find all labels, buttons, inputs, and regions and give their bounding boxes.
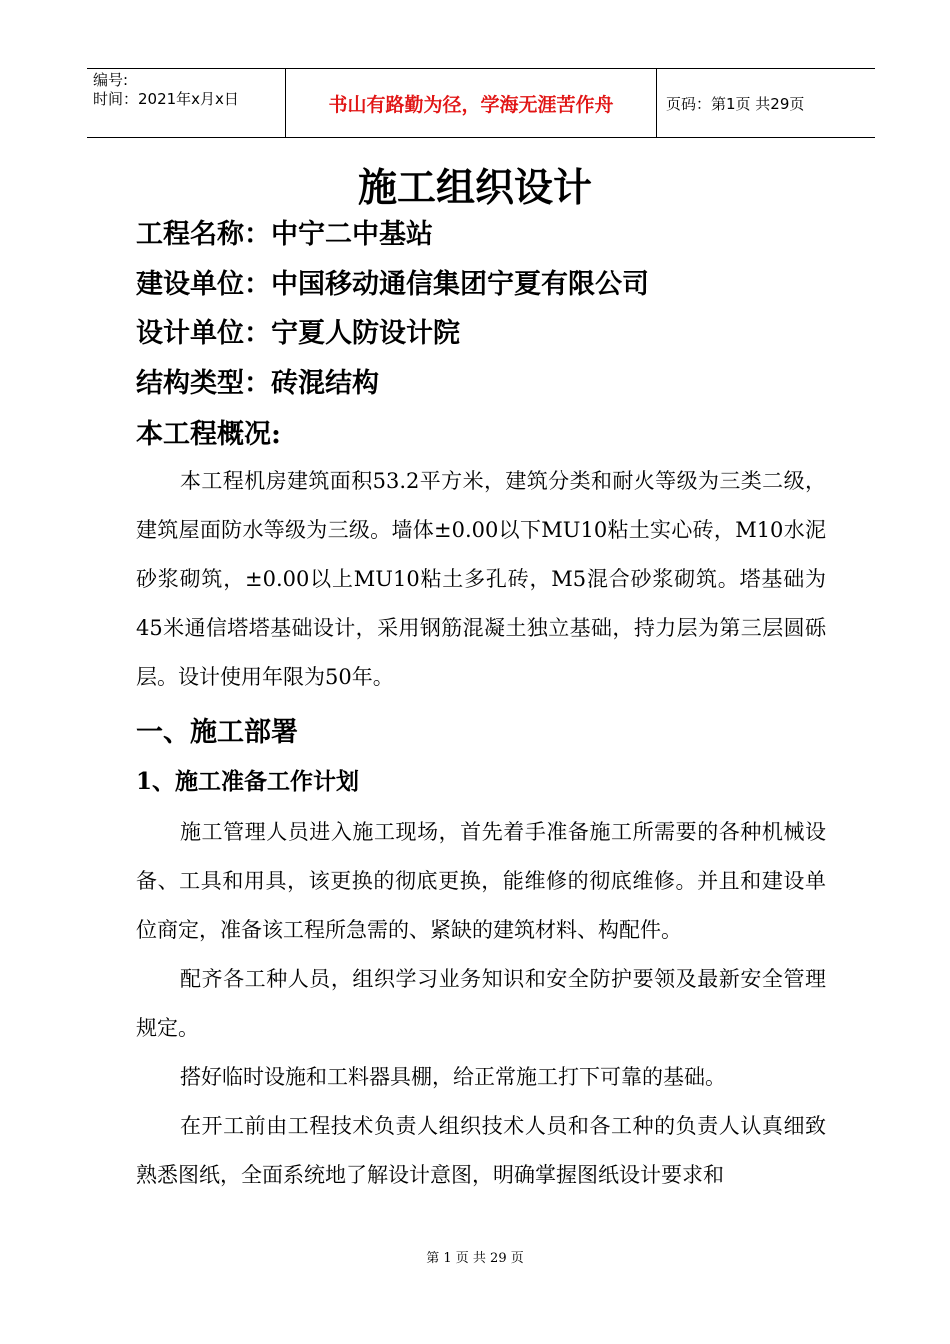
field-project-name: 工程名称：中宁二中基站 xyxy=(136,219,433,250)
time-label: 时间：2021年x月x日 xyxy=(93,90,239,108)
header-page-number: 页码：第1页 共29页 xyxy=(666,94,805,113)
paragraph-3 xyxy=(136,1053,826,1102)
field-construction-unit: 建设单位：中国移动通信集团宁夏有限公司 xyxy=(136,269,649,300)
page-header xyxy=(87,68,875,138)
paragraph-text: 配齐各工种人员，组织学习业务知识和安全防护要领及最新安全管理规定。 xyxy=(136,967,826,1040)
number-label: 编号: xyxy=(93,71,129,89)
overview-paragraph xyxy=(136,457,826,702)
page-footer: 第 1 页 共 29 页 xyxy=(426,1251,524,1266)
header-meta xyxy=(87,69,285,137)
paragraph-1 xyxy=(136,808,826,955)
paragraph-4 xyxy=(136,1102,826,1200)
header-motto: 书山有路勤为径，学海无涯苦作舟 xyxy=(285,69,657,137)
field-structure-type: 结构类型：砖混结构 xyxy=(136,368,379,399)
document-title: 施工组织设计 xyxy=(357,165,592,211)
section-heading-deployment: 一、施工部署 xyxy=(136,717,298,748)
field-design-unit: 设计单位：宁夏人防设计院 xyxy=(136,318,460,349)
subsection-heading-preparation: 1、施工准备工作计划 xyxy=(136,768,360,795)
overview-text: 本工程机房建筑面积53.2平方米，建筑分类和耐火等级为三类二级，建筑屋面防水等级为三级。墙体±0.00以下MU10粘土实心砖，M10水泥砂浆砌筑，±0.00以上MU10粘土多孔砖，M5混合砂浆砌筑。塔基础为45米通信塔塔基础设计，采用钢筋混凝土独立基础，持力层为第三层圆砾层。设计使用年限为50年。 xyxy=(136,469,826,689)
paragraph-text: 施工管理人员进入施工现场，首先着手准备施工所需要的各种机械设备、工具和用具，该更换的彻底更换，能维修的彻底维修。并且和建设单位商定，准备该工程所急需的、紧缺的建筑材料、构配件。 xyxy=(136,820,826,942)
overview-heading: 本工程概况: xyxy=(136,419,281,450)
paragraph-2 xyxy=(136,955,826,1053)
paragraph-text: 搭好临时设施和工料器具棚，给正常施工打下可靠的基础。 xyxy=(180,1065,726,1089)
paragraph-text: 在开工前由工程技术负责人组织技术人员和各工种的负责人认真细致熟悉图纸，全面系统地了解设计意图，明确掌握图纸设计要求和 xyxy=(136,1114,826,1187)
